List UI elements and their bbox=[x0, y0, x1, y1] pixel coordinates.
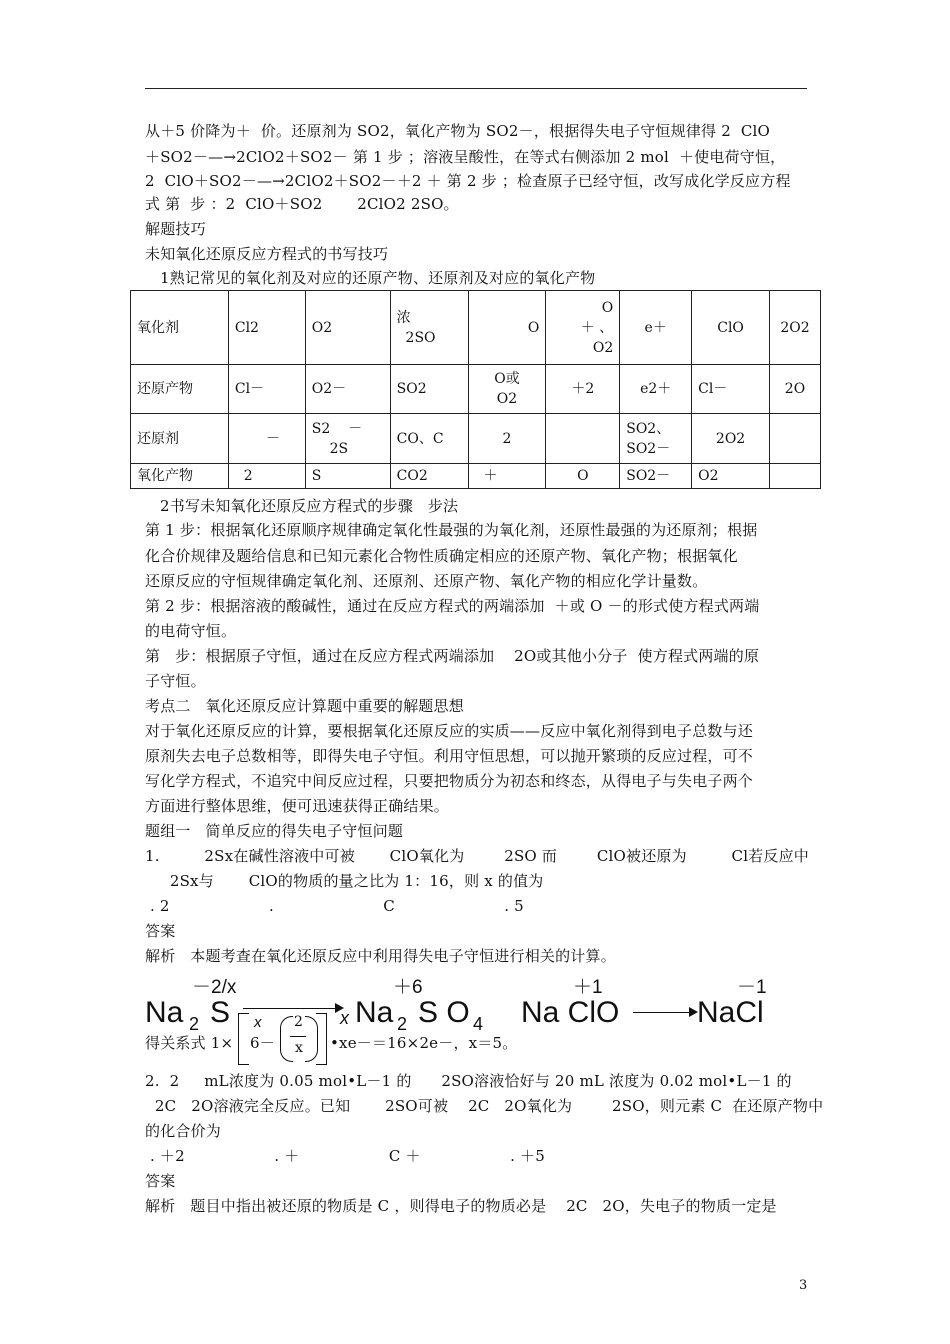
subsection-heading: 2书写未知氧化还原反应方程式的步骤 步法 bbox=[160, 497, 459, 515]
table-cell: 2O2 bbox=[769, 291, 820, 365]
table-cell: O ＋ 、 O2 bbox=[546, 291, 620, 365]
oxidation-state-label: ＋6 bbox=[393, 977, 423, 998]
answer-label: 答案 bbox=[145, 1172, 176, 1190]
table-cell bbox=[769, 464, 820, 489]
section-heading: 解题技巧 bbox=[145, 220, 206, 238]
table-cell bbox=[769, 414, 820, 464]
text-line: 方面进行整体思维，便可迅速获得正确结果。 bbox=[145, 797, 450, 815]
table-cell: 2O bbox=[769, 365, 820, 414]
text-line: 第 2 步：根据溶液的酸碱性，通过在反应方程式的两端添加 ＋或 O －的形式使方程式两端 bbox=[145, 597, 760, 615]
subsection-heading: 未知氧化还原反应方程式的书写技巧 bbox=[145, 245, 389, 263]
arrow-line bbox=[633, 1012, 690, 1013]
table-row bbox=[131, 291, 821, 365]
table-cell: SO2、 SO2－ bbox=[620, 414, 692, 464]
question-text: 1. 2Sx在碱性溶液中可被 ClO氧化为 2SO 而 ClO被还原为 Cl若反应中 bbox=[145, 847, 809, 865]
formula-na: Na bbox=[355, 996, 394, 1029]
formula-so4: S O bbox=[418, 996, 470, 1029]
question-text: 2. 2 mL浓度为 0.05 mol•L－1 的 2SO溶液恰好与 20 mL 浓度为 0.02 mol•L－1 的 bbox=[145, 1072, 792, 1090]
oxidation-state-label: －2/x bbox=[192, 977, 237, 998]
table-cell bbox=[546, 414, 620, 464]
page-number: 3 bbox=[799, 1278, 808, 1293]
table-cell: O2 bbox=[692, 464, 770, 489]
table-cell: S2 － 2S bbox=[305, 414, 390, 464]
table-cell: e＋ bbox=[620, 291, 692, 365]
formula-subscript: 2 bbox=[397, 1014, 408, 1034]
table-cell: CO、C bbox=[390, 414, 468, 464]
formula-coefficient: x bbox=[340, 1008, 349, 1028]
answer-options: . ＋2 . ＋ C ＋ . ＋5 bbox=[145, 1147, 545, 1165]
fraction-numerator: 2 bbox=[294, 1014, 303, 1030]
table-cell: SO2 bbox=[390, 365, 468, 414]
table-cell: Cl－ bbox=[228, 365, 305, 414]
table-cell: 还原剂 bbox=[131, 414, 229, 464]
table-cell: SO2－ bbox=[620, 464, 692, 489]
relation-suffix: •xe－＝16×2e－，x＝5。 bbox=[330, 1034, 518, 1052]
formula-s: S bbox=[210, 996, 231, 1029]
relation-prefix: 得关系式 1× bbox=[145, 1034, 234, 1052]
table-cell: 氧化剂 bbox=[131, 291, 229, 365]
text-line: 第 步：根据原子守恒，通过在反应方程式两端添加 2O或其他小分子 使方程式两端的原 bbox=[145, 647, 760, 665]
fraction-bar bbox=[290, 1036, 306, 1037]
table-cell: O bbox=[468, 291, 546, 365]
oxidation-state-label: ＋1 bbox=[573, 977, 603, 998]
table-cell: e2＋ bbox=[620, 365, 692, 414]
table-cell: 浓 2SO bbox=[390, 291, 468, 365]
explanation-text: 解析 题目中指出被还原的物质是 C ，则得电子的物质必是 2C 2O，失电子的物质一定是 bbox=[145, 1197, 777, 1215]
table-cell: 2 bbox=[228, 464, 305, 489]
text-line: 的电荷守恒。 bbox=[145, 622, 237, 640]
redox-table bbox=[130, 290, 821, 489]
explanation-text: 解析 本题考查在氧化还原反应中利用得失电子守恒进行相关的计算。 bbox=[145, 947, 616, 965]
formula-subscript: x bbox=[254, 1014, 262, 1031]
question-text: 的化合价为 bbox=[145, 1122, 222, 1140]
table-cell: 氧化产物 bbox=[131, 464, 229, 489]
table-cell: ＋ bbox=[468, 464, 546, 489]
text-line: 从＋5 价降为＋ 价。还原剂为 SO2，氧化产物为 SO2－，根据得失电子守恒规律得 2 ClO bbox=[145, 122, 771, 140]
question-text: 2Sx与 ClO的物质的量之比为 1：16，则 x 的值为 bbox=[145, 872, 544, 890]
arrow-line bbox=[243, 1008, 337, 1009]
text-line: 写化学方程式，不追究中间反应过程，只要把物质分为初态和终态，从得电子与失电子两个 bbox=[145, 772, 754, 790]
table-cell: 2 bbox=[468, 414, 546, 464]
text-line: 对于氧化还原反应的计算，要根据氧化还原反应的实质——反应中氧化剂得到电子总数与还 bbox=[145, 722, 754, 740]
text-line: 原剂失去电子总数相等，即得失电子守恒。利用守恒思想，可以抛开繁琐的反应过程，可不 bbox=[145, 747, 754, 765]
formula-subscript: 2 bbox=[189, 1014, 200, 1034]
formula-nacl: NaCl bbox=[697, 996, 764, 1029]
text-line: 第 1 步：根据氧化还原顺序规律确定氧化性最强的为氧化剂，还原性最强的为还原剂；根据 bbox=[145, 521, 758, 539]
table-row bbox=[131, 414, 821, 464]
table-cell: ＋2 bbox=[546, 365, 620, 414]
table-cell: Cl2 bbox=[228, 291, 305, 365]
text-line: 2 ClO＋SO2－—→2ClO2＋SO2－＋2 ＋ 第 2 步 ；检查原子已经守恒，改写成化学反应方程 bbox=[145, 172, 791, 190]
table-cell: Cl－ bbox=[692, 365, 770, 414]
relation-six: 6－ bbox=[250, 1034, 275, 1052]
formula-na: Na bbox=[145, 996, 184, 1029]
table-cell: 2O2 bbox=[692, 414, 770, 464]
table-cell: O2－ bbox=[305, 365, 390, 414]
text-line: 化合价规律及题给信息和已知元素化合物性质确定相应的还原产物、氧化产物；根据氧化 bbox=[145, 547, 738, 565]
text-line: 子守恒。 bbox=[145, 672, 206, 690]
table-cell: － bbox=[228, 414, 305, 464]
table-cell: S bbox=[305, 464, 390, 489]
table-cell: 还原产物 bbox=[131, 365, 229, 414]
text-line: 1熟记常见的氧化剂及对应的还原产物、还原剂及对应的氧化产物 bbox=[160, 269, 596, 287]
answer-label: 答案 bbox=[145, 922, 176, 940]
section-heading: 考点二 氧化还原反应计算题中重要的解题思想 bbox=[145, 697, 464, 715]
header-rule bbox=[145, 88, 807, 89]
oxidation-state-label: －1 bbox=[737, 977, 767, 998]
formula-subscript: 4 bbox=[473, 1014, 484, 1034]
table-row bbox=[131, 365, 821, 414]
table-cell: O2 bbox=[305, 291, 390, 365]
problem-group-heading: 题组一 简单反应的得失电子守恒问题 bbox=[145, 822, 404, 840]
table-cell: O或 O2 bbox=[468, 365, 546, 414]
table-cell: ClO bbox=[692, 291, 770, 365]
formula-naclo: Na ClO bbox=[521, 996, 620, 1029]
table-row bbox=[131, 464, 821, 489]
paren-left-icon bbox=[280, 1016, 293, 1062]
question-text: 2C 2O溶液完全反应。已知 2SO可被 2C 2O氧化为 2SO，则元素 C 在还原产物中 bbox=[145, 1097, 824, 1115]
fraction-denominator: x bbox=[295, 1040, 303, 1056]
bracket-left-icon bbox=[238, 1013, 249, 1065]
bracket-right-icon bbox=[316, 1013, 327, 1065]
table-cell: O bbox=[546, 464, 620, 489]
table-cell: CO2 bbox=[390, 464, 468, 489]
answer-options: . 2 . C . 5 bbox=[145, 897, 524, 915]
text-line: 还原反应的守恒规律确定氧化剂、还原剂、还原产物、氧化产物的相应化学计量数。 bbox=[145, 572, 708, 590]
text-line: ＋SO2－—→2ClO2＋SO2－ 第 1 步 ；溶液呈酸性，在等式右侧添加 2 mol ＋使电荷守恒， bbox=[145, 148, 786, 166]
text-line: 式 第 步 ：2 ClO＋SO2 2ClO2 2SO。 bbox=[145, 195, 459, 213]
